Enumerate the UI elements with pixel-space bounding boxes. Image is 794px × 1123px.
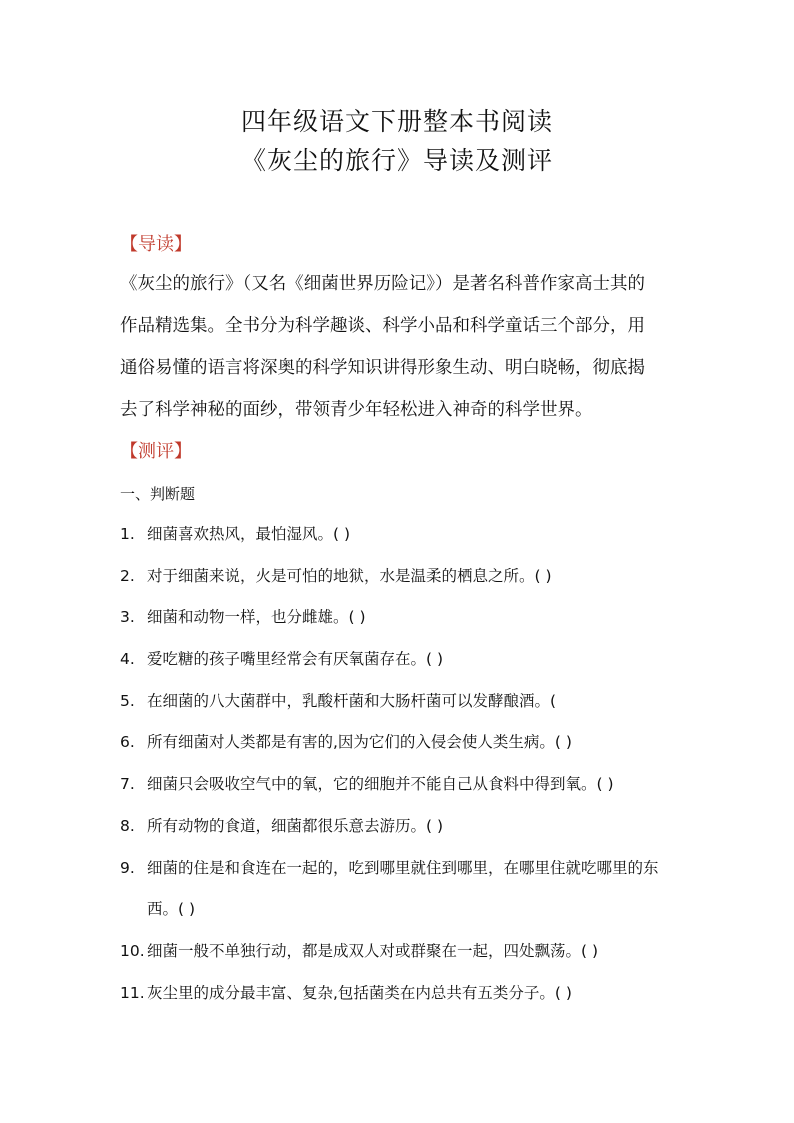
question-item xyxy=(120,816,443,836)
intro-line: 通俗易懂的语言将深奥的科学知识讲得形象生动、明白晓畅，彻底揭 xyxy=(120,358,645,378)
question-text: 细菌一般不单独行动，都是成双人对或群聚在一起，四处飘荡。( ) xyxy=(147,942,599,960)
question-text: 所有动物的食道，细菌都很乐意去游历。( ) xyxy=(147,817,444,835)
intro-heading: 【导读】 xyxy=(120,234,192,255)
question-item xyxy=(120,941,598,961)
question-item xyxy=(120,566,552,586)
question-number: 5. xyxy=(120,692,135,710)
question-item xyxy=(120,983,572,1003)
question-number: 11. xyxy=(120,984,145,1002)
intro-line: 去了科学神秘的面纱，带领青少年轻松进入神奇的科学世界。 xyxy=(120,400,593,420)
question-number: 10. xyxy=(120,942,145,960)
title-line-2: 《灰尘的旅行》导读及测评 xyxy=(240,146,553,175)
question-number: 2. xyxy=(120,567,135,585)
intro-line: 《灰尘的旅行》（又名《细菌世界历险记》）是著名科普作家高士其的 xyxy=(120,274,645,294)
question-number: 1. xyxy=(120,525,135,543)
question-item xyxy=(120,607,366,627)
question-item xyxy=(120,649,443,669)
question-item xyxy=(120,732,572,752)
title-line-1: 四年级语文下册整本书阅读 xyxy=(240,107,553,136)
question-text: 在细菌的八大菌群中，乳酸杆菌和大肠杆菌可以发酵酿酒。( xyxy=(147,692,557,710)
question-text: 细菌喜欢热风，最怕湿风。( ) xyxy=(147,525,351,543)
question-item xyxy=(120,691,556,711)
question-text: 对于细菌来说，火是可怕的地狱，水是温柔的栖息之所。( ) xyxy=(147,567,552,585)
question-number: 4. xyxy=(120,650,135,668)
question-item xyxy=(120,774,614,794)
question-item xyxy=(120,524,350,544)
question-text: 所有细菌对人类都是有害的,因为它们的入侵会使人类生病。( ) xyxy=(147,733,572,751)
intro-line: 作品精选集。全书分为科学趣谈、科学小品和科学童话三个部分，用 xyxy=(120,316,645,336)
question-number: 8. xyxy=(120,817,135,835)
question-text: 爱吃糖的孩子嘴里经常会有厌氧菌存在。( ) xyxy=(147,650,444,668)
question-number: 7. xyxy=(120,775,135,793)
test-heading: 【测评】 xyxy=(120,441,192,462)
question-number: 6. xyxy=(120,733,135,751)
section-label: 一、判断题 xyxy=(120,485,196,503)
question-item xyxy=(120,858,659,878)
question-text: 灰尘里的成分最丰富、复杂,包括菌类在内总共有五类分子。( ) xyxy=(147,984,572,1002)
question-number: 9. xyxy=(120,859,135,877)
question-text: 细菌的住是和食连在一起的，吃到哪里就住到哪里，在哪里住就吃哪里的东 xyxy=(147,859,659,877)
question-number: 3. xyxy=(120,608,135,626)
question-text: 细菌只会吸收空气中的氧，它的细胞并不能自己从食料中得到氧。( ) xyxy=(147,775,614,793)
question-text-continued: 西。( ) xyxy=(147,900,196,918)
question-text: 细菌和动物一样，也分雌雄。( ) xyxy=(147,608,366,626)
